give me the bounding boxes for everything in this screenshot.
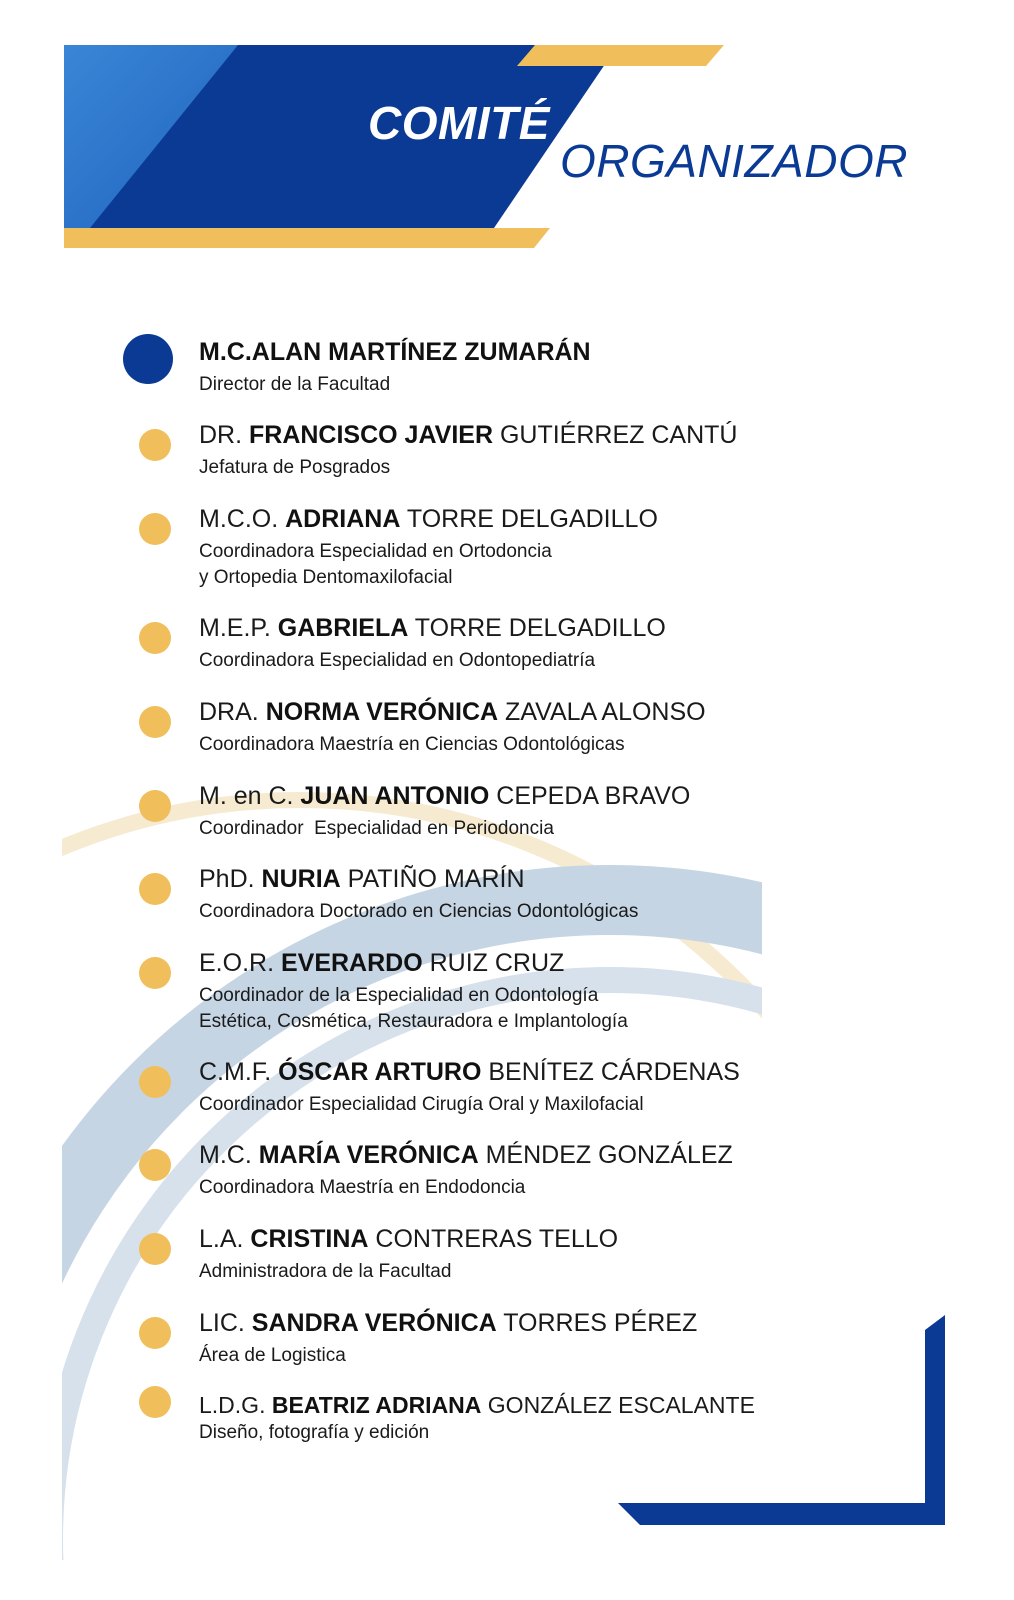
member-name: M.E.P. GABRIELA TORRE DELGADILLO xyxy=(199,614,666,642)
member-role: Diseño, fotografía y edición xyxy=(199,1422,430,1443)
member-role: Coordinadora Especialidad en Odontopediatría xyxy=(199,650,596,671)
bullet-dot xyxy=(139,1066,171,1098)
member-name: M.C. MARÍA VERÓNICA MÉNDEZ GONZÁLEZ xyxy=(199,1141,733,1169)
member-name: C.M.F. ÓSCAR ARTURO BENÍTEZ CÁRDENAS xyxy=(199,1058,740,1086)
member-role: Jefatura de Posgrados xyxy=(199,457,391,478)
bullet-dot xyxy=(139,957,171,989)
member-name: DRA. NORMA VERÓNICA ZAVALA ALONSO xyxy=(199,698,706,726)
bullet-dot xyxy=(139,1386,171,1418)
bullet-dot xyxy=(139,706,171,738)
bullet-dot xyxy=(139,1233,171,1265)
bullet-dot xyxy=(139,429,171,461)
bullet-dot xyxy=(139,1149,171,1181)
title-line-2: ORGANIZADOR xyxy=(560,135,908,187)
bullet-dot xyxy=(139,513,171,545)
member-role: Director de la Facultad xyxy=(199,374,391,395)
bullet-dot xyxy=(123,334,173,384)
member-role: Coordinadora Especialidad en Ortodoncia y Ortopedia Dentomaxilofacial xyxy=(199,541,552,588)
bullet-dot xyxy=(139,622,171,654)
banner-gold-top xyxy=(517,45,724,66)
member-role: Administradora de la Facultad xyxy=(199,1261,452,1282)
title-line-1: COMITÉ xyxy=(368,97,550,149)
bullet-dot xyxy=(139,873,171,905)
member-name: L.A. CRISTINA CONTRERAS TELLO xyxy=(199,1225,619,1253)
member-role: Coordinadora Doctorado en Ciencias Odontológicas xyxy=(199,901,639,922)
member-role: Coordinadora Maestría en Ciencias Odontológicas xyxy=(199,734,625,755)
member-role: Coordinador Especialidad en Periodoncia xyxy=(199,818,554,839)
member-role: Coordinadora Maestría en Endodoncia xyxy=(199,1177,526,1198)
member-name: DR. FRANCISCO JAVIER GUTIÉRREZ CANTÚ xyxy=(199,421,738,449)
corner-bracket xyxy=(618,1315,945,1525)
banner-gold-bottom xyxy=(64,228,550,248)
member-name: LIC. SANDRA VERÓNICA TORRES PÉREZ xyxy=(199,1309,698,1337)
member-role: Coordinador Especialidad Cirugía Oral y Maxilofacial xyxy=(199,1094,644,1115)
bullet-dot xyxy=(139,790,171,822)
member-name: L.D.G. BEATRIZ ADRIANA GONZÁLEZ ESCALANTE xyxy=(199,1392,755,1418)
member-role: Coordinador de la Especialidad en Odontología Estética, Cosmética, Restauradora e Implantología xyxy=(199,985,628,1032)
member-name: M.C.O. ADRIANA TORRE DELGADILLO xyxy=(199,505,658,533)
member-name: M.C.ALAN MARTÍNEZ ZUMARÁN xyxy=(199,338,591,366)
member-name: PhD. NURIA PATIÑO MARÍN xyxy=(199,865,525,893)
bullet-dot xyxy=(139,1317,171,1349)
member-name: M. en C. JUAN ANTONIO CEPEDA BRAVO xyxy=(199,782,691,810)
member-name: E.O.R. EVERARDO RUIZ CRUZ xyxy=(199,949,565,977)
member-role: Área de Logistica xyxy=(199,1345,346,1366)
